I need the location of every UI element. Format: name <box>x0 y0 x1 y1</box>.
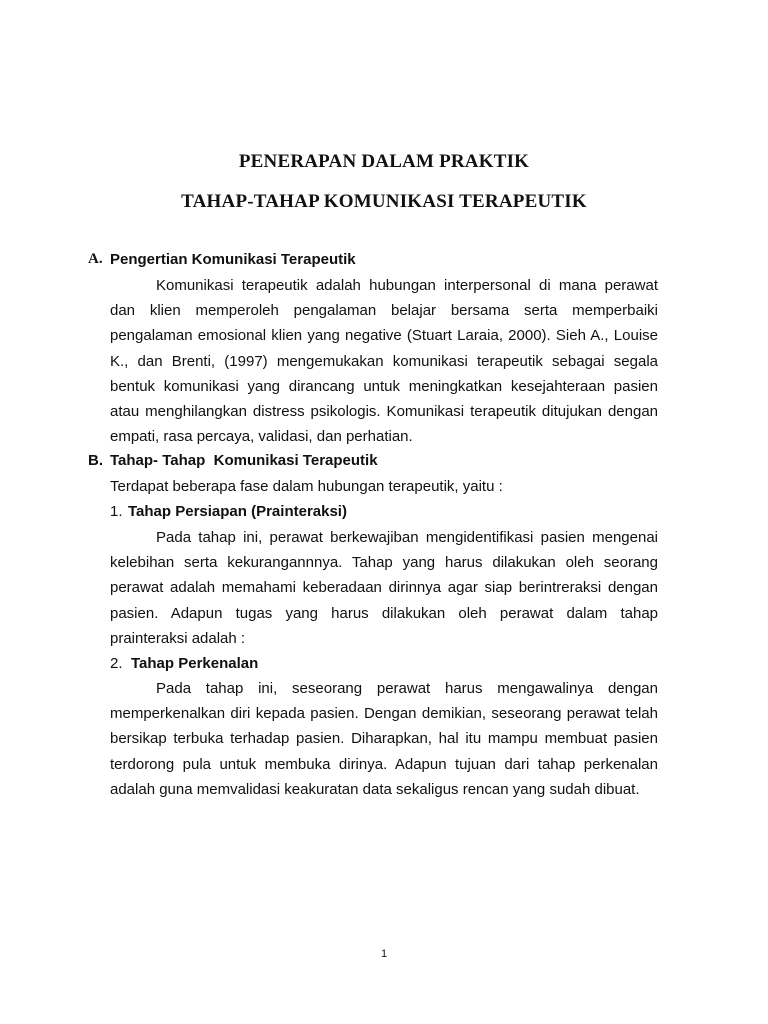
section-b-marker: B. <box>88 452 103 469</box>
section-a-paragraph: Komunikasi terapeutik adalah hubungan interpersonal di mana perawat dan klien memperoleh pengalaman belajar bersama serta memperbaiki pengalaman emosional klien yang negative (Stuart Laraia, 2000). Sieh A., Louise K., dan Brenti, (1997) mengemukakan komunikasi terapeutik sebagai segala bentuk komunikasi yang dirancang untuk meningkatkan kesejahteraan pasien atau menghilangkan distress psikologis. Komunikasi terapeutik ditujukan dengan empati, rasa percaya, validasi, dan perhatian. <box>110 277 658 446</box>
section-a-heading: Pengertian Komunikasi Terapeutik <box>110 251 356 268</box>
item-2-paragraph: Pada tahap ini, seseorang perawat harus mengawalinya dengan memperkenalkan diri kepada pasien. Dengan demikian, seseorang perawat telah bersikap terbuka terhadap pasien. Diharapkan, hal itu mampu membuat pasien terdorong pula untuk membuka dirinya. Adapun tujuan dari tahap perkenalan adalah guna memvalidasi keakuratan data sekaligus rencan yang sudah dibuat. <box>110 680 658 798</box>
section-b-intro: Terdapat beberapa fase dalam hubungan terapeutik, yaitu : <box>110 478 503 495</box>
item-1-number: 1. <box>110 503 123 520</box>
document-subtitle: TAHAP-TAHAP KOMUNIKASI TERAPEUTIK <box>181 191 587 212</box>
item-2-heading: Tahap Perkenalan <box>131 655 259 672</box>
section-a-marker: A. <box>88 251 103 267</box>
document-title: PENERAPAN DALAM PRAKTIK <box>238 151 530 172</box>
item-1-paragraph: Pada tahap ini, perawat berkewajiban mengidentifikasi pasien mengenai kelebihan serta kekurangannnya. Tahap yang harus dilakukan oleh seorang perawat adalah memahami keberadaan dirinnya agar siap berintreraksi dengan pasien. Adapun tugas yang harus dilakukan oleh perawat dalam tahap prainteraksi adalah : <box>110 529 658 647</box>
item-2-number: 2. <box>110 655 123 672</box>
section-b-heading: Tahap- Tahap Komunikasi Terapeutik <box>110 452 378 469</box>
item-1-heading: Tahap Persiapan (Prainteraksi) <box>128 503 347 520</box>
page-number: 1 <box>380 948 388 960</box>
